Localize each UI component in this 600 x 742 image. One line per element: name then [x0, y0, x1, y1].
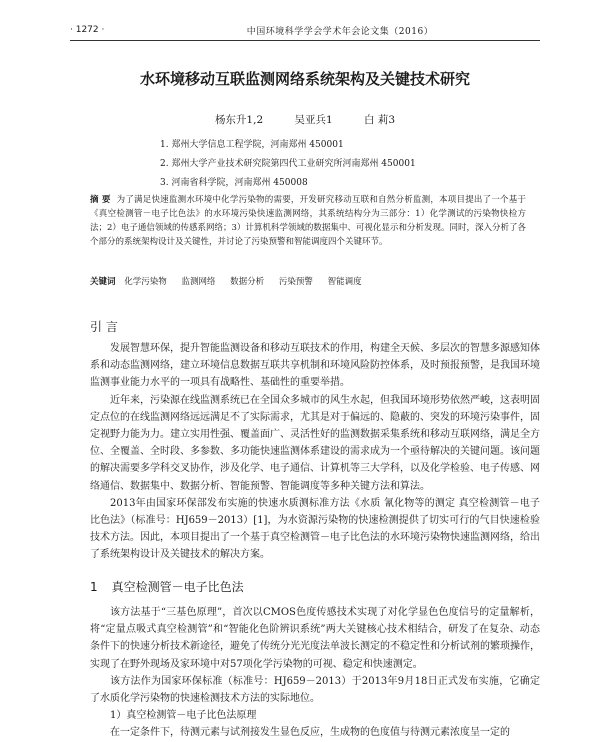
paragraph: 近年来，污染源在线监测系统已在全国众多城市的风生水起，但我国环境形势依然严峻，这表明固定点位的在线监测网络远远满足不了实际需求，尤其是对于偏远的、隐蔽的、突发的环境污染事件，固定视野力能为力。建立实用性强、覆盖面广、灵活性好的监测数据采集系统和移动互联网络，满足全方位、全覆盖、全时段、多参数、多功能快速监测体系建设的需求成为一个亟待解决的关键问题。该问题的解决需要多学科交叉协作，涉及化学、电子通信、计算机等三大学科，以及化学检验、电子传感、网络通信、数据集中、数据分析、智能预警、智能调度等多种关键方法和算法。: [90, 394, 540, 492]
keywords-label: 关键词: [90, 277, 116, 287]
affiliation: 3. 河南省科学院，河南郑州 450008: [160, 178, 308, 188]
paragraph: 该方法作为国家环保标准（标准号：HJ659－2013）于2013年9月18日正式发布实施，它确定了水质化学污染物的快速检测技术方法的实际地位。: [90, 675, 540, 705]
abstract: [90, 193, 526, 249]
keyword: 污染预警: [278, 277, 313, 287]
page-number: · 1272 ·: [70, 25, 105, 35]
affiliation-list: [160, 136, 520, 193]
header-rule: [70, 40, 540, 41]
paragraph: 该方法基于“三基色原理”，首次以CMOS色度传感技术实现了对化学显色色度信号的定量解析，将“定量点吸式真空检测管”和“智能化色阶辨识系统”两大关键核心技术相结合，研发了在复杂、动态条件下的快速分析技术新途径，避免了传统分光光度法单波长测定的不稳定性和分析试剂的繁琐操作，实现了在野外现场及家环境中对57项化学污染物的可视、稳定和快速测定。: [90, 607, 540, 670]
intro-body: [90, 340, 540, 564]
keyword: 化学污染物: [124, 277, 167, 287]
author: 吴亚兵1: [294, 114, 333, 126]
paragraph: 2013年由国家环保部发布实施的快速水质测标准方法《水质 氰化物等的测定 真空检测管－电子比色法》（标准号：HJ659－2013）[1]，为水资源污染物的快速检测提供了切实可行的气目快速检验技术方法。因此，本项目提出了一个基于真空检测管－电子比色法的水环境污染物快速监测网络，给出了系统架构设计及关键技术的解决方案。: [90, 497, 540, 561]
section-heading-1: [90, 578, 244, 595]
paragraph: 在一定条件下，待测元素与试剂接发生显色反应，生成物的色度值与待测元素浓度呈一定的: [110, 727, 510, 739]
author: 白 莉3: [364, 114, 396, 126]
subsection-heading: 1）真空检测管－电子比色法原理: [110, 710, 257, 722]
section-title: 真空检测管－电子比色法: [111, 580, 244, 594]
section-number: 1: [90, 580, 98, 594]
affiliation: 2. 郑州大学产业技术研究院第四代工业研究所河南郑州 450001: [160, 159, 416, 169]
author-list: [70, 112, 540, 127]
affiliation: 1. 郑州大学信息工程学院，河南郑州 450001: [160, 140, 344, 150]
keyword: 监测网络: [181, 277, 216, 287]
running-header: [70, 22, 540, 38]
paper-title: 水环境移动互联监测网络系统架构及关键技术研究: [139, 70, 470, 88]
section1-body: [90, 604, 540, 742]
keywords: [90, 275, 526, 289]
keyword: 智能调度: [327, 277, 362, 287]
section-heading-intro: 引 言: [90, 320, 118, 334]
abstract-label: 摘 要: [90, 195, 111, 205]
journal-name: 中国环境科学学会学术年会论文集（2016）: [246, 26, 434, 37]
author: 杨东升1,2: [214, 114, 264, 126]
keyword: 数据分析: [230, 277, 265, 287]
abstract-text: 为了满足快速监测水环境中化学污染物的需要，开发研究移动互联和自然分析监测，本项目提出了一个基于《真空检测管－电子比色法》的水环境污染快速监测网络，其系统结构分为三部分：1）化学测试的污染物快检方法；2）电子通信领域的传感系网络；3）计算机科学领域的数据集中、可视化显示和分析发现。同时，深入分析了各个部分的系统架构设计及关键性，并讨论了污染预警和智能调度四个关键环节。: [90, 195, 526, 247]
paragraph: 发展智慧环保，提升智能监测设备和移动互联技术的作用，构建全天候、多层次的智慧多源感知体系和动态监测网络，建立环境信息数据互联共享机制和环境风险防控体系，及时预报预警，是我国环境监测事业能力水平的一项具有战略性、基础性的重要举措。: [90, 343, 540, 389]
